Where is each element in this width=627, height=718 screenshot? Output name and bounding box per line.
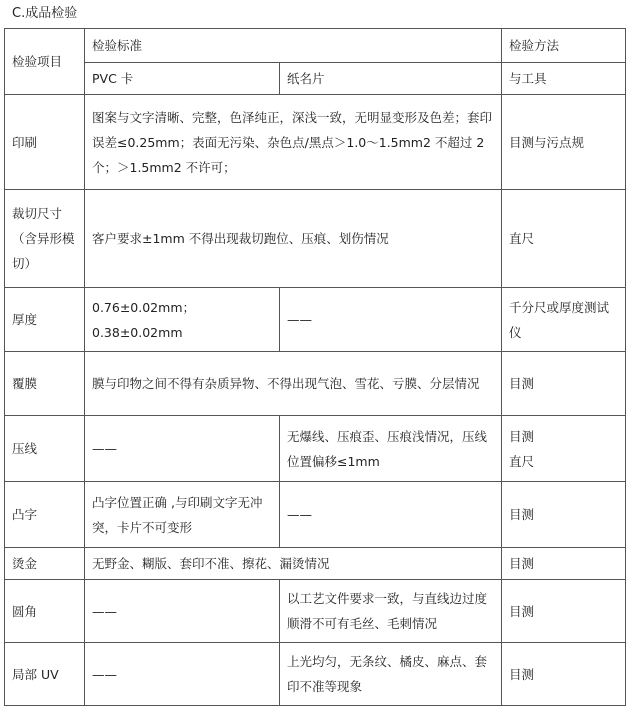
row-method: 目测: [502, 580, 626, 643]
row-method: 目测: [502, 482, 626, 548]
table-row: [5, 95, 626, 190]
row-method: 千分尺或厚度测试仪: [502, 288, 626, 352]
row-method: 目测与污点规: [502, 95, 626, 190]
section-title: C.成品检验: [12, 6, 78, 21]
row-item: 厚度: [5, 288, 85, 352]
header-standard: 检验标准: [85, 29, 502, 63]
row-paper: ——: [280, 482, 502, 548]
table-row: [5, 548, 626, 580]
row-standard: 膜与印物之间不得有杂质异物、不得出现气泡、雪花、亏膜、分层情况: [85, 352, 502, 416]
table-row: [5, 288, 626, 352]
header-paper: 纸名片: [280, 63, 502, 95]
row-method: 目测: [502, 352, 626, 416]
row-pvc: ——: [85, 580, 280, 643]
row-item: 覆膜: [5, 352, 85, 416]
header-method-line1: 检验方法: [502, 29, 626, 63]
table-row: [5, 580, 626, 643]
row-method: 目测: [502, 548, 626, 580]
row-item: 烫金: [5, 548, 85, 580]
header-pvc: PVC 卡: [85, 63, 280, 95]
row-paper: 上光均匀，无条纹、橘皮、麻点、套印不准等现象: [280, 643, 502, 706]
header-item: 检验项目: [5, 29, 85, 95]
row-paper: 以工艺文件要求一致，与直线边过度顺滑不可有毛丝、毛刺情况: [280, 580, 502, 643]
table-row: [5, 352, 626, 416]
row-standard: 无野金、糊版、套印不准、擦花、漏烫情况: [85, 548, 502, 580]
table-row: [5, 190, 626, 288]
row-item: 局部 UV: [5, 643, 85, 706]
row-item: 圆角: [5, 580, 85, 643]
row-method: 目测 直尺: [502, 416, 626, 482]
row-paper: 无爆线、压痕歪、压痕浅情况，压线位置偏移≤1mm: [280, 416, 502, 482]
row-item: 印刷: [5, 95, 85, 190]
table-row: [5, 482, 626, 548]
row-pvc: 凸字位置正确 ,与印刷文字无冲突，卡片不可变形: [85, 482, 280, 548]
header-method-line2: 与工具: [502, 63, 626, 95]
row-item: 凸字: [5, 482, 85, 548]
row-standard: 图案与文字清晰、完整，色泽纯正，深浅一致，无明显变形及色差；套印误差≤0.25mm；表面无污染、杂色点/黑点＞1.0～1.5mm2 不超过 2 个；＞1.5mm2 不许可；: [85, 95, 502, 190]
row-pvc: ——: [85, 643, 280, 706]
row-standard: 客户要求±1mm 不得出现裁切跑位、压痕、划伤情况: [85, 190, 502, 288]
row-pvc: ——: [85, 416, 280, 482]
table-row: [5, 643, 626, 706]
row-item: 裁切尺寸（含异形模切）: [5, 190, 85, 288]
row-method: 直尺: [502, 190, 626, 288]
inspection-table: [4, 28, 626, 706]
row-method: 目测: [502, 643, 626, 706]
row-paper: ——: [280, 288, 502, 352]
row-item: 压线: [5, 416, 85, 482]
table-row: [5, 416, 626, 482]
row-pvc: 0.76±0.02mm； 0.38±0.02mm: [85, 288, 280, 352]
